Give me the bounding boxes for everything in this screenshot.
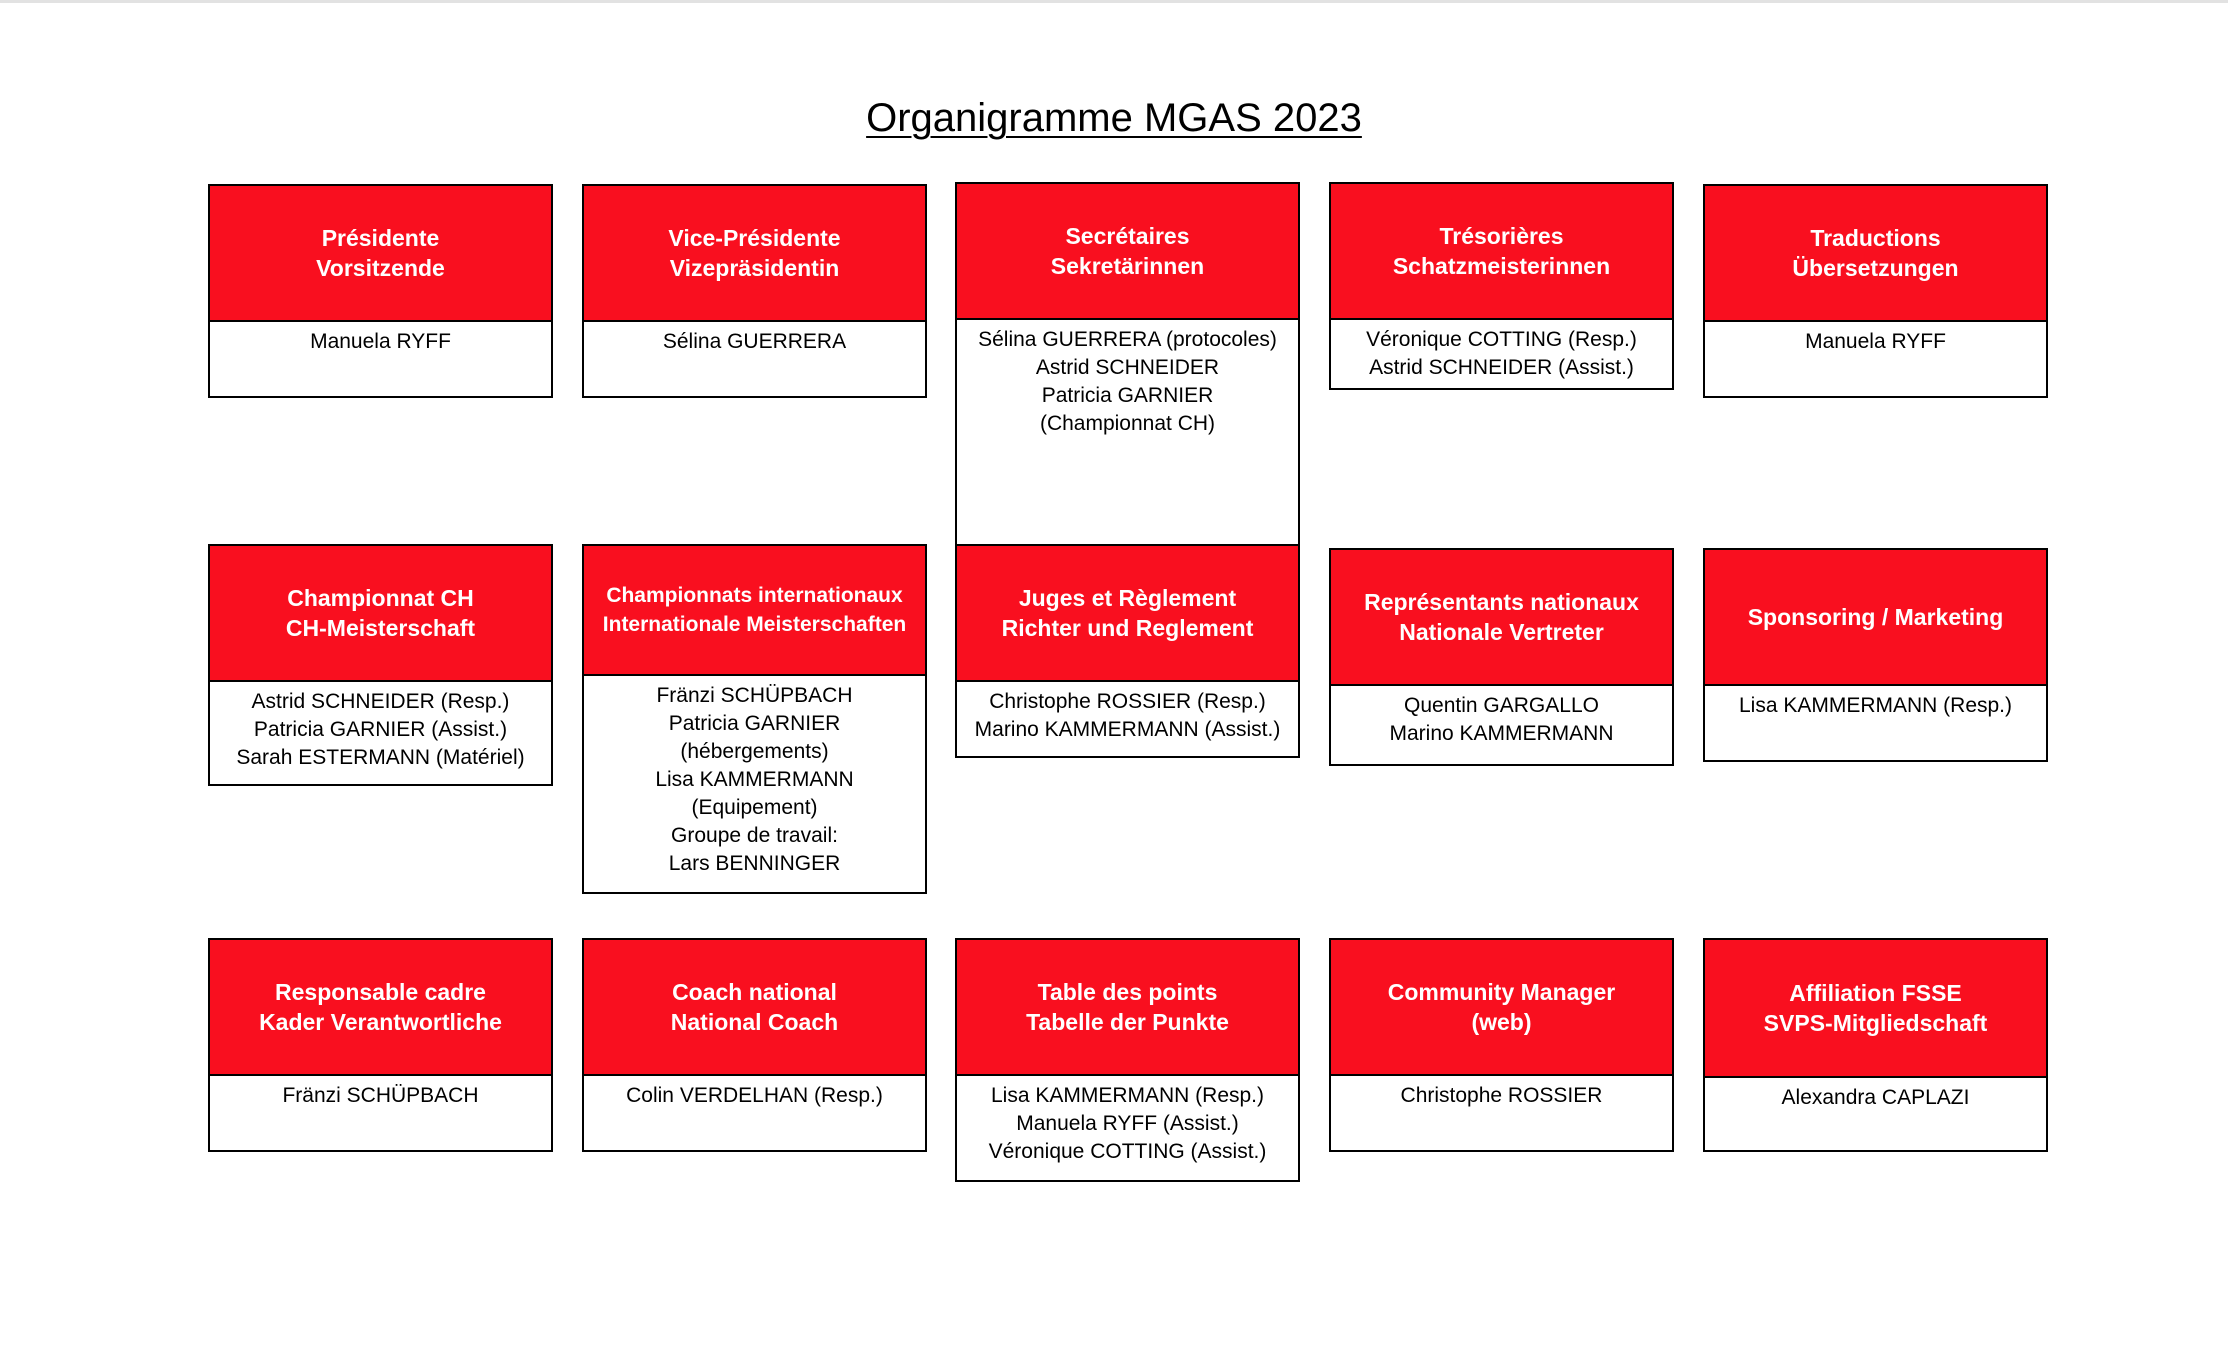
org-box-header — [584, 546, 925, 676]
role-title-line: Nationale Vertreter — [1399, 619, 1604, 645]
member-line: (Championnat CH) — [1039, 412, 1216, 435]
org-box-members — [957, 682, 1298, 756]
role-title-line: Juges et Règlement — [1018, 585, 1237, 611]
member-line: Lars BENNINGER — [668, 852, 841, 875]
role-title-line: Trésorières — [1439, 223, 1564, 249]
role-title-line: Affiliation FSSE — [1789, 980, 1962, 1006]
org-box — [582, 544, 927, 894]
org-box-members — [1331, 320, 1672, 388]
member-line: Quentin GARGALLO — [1404, 694, 1599, 717]
org-box-members — [210, 1076, 551, 1150]
org-box-header — [1331, 550, 1672, 686]
role-title-line: Community Manager — [1387, 979, 1616, 1005]
role-title-line: Sponsoring / Marketing — [1747, 604, 2004, 630]
member-line: Colin VERDELHAN (Resp.) — [626, 1084, 883, 1107]
org-box-header — [210, 186, 551, 322]
org-box-members — [584, 322, 925, 396]
member-line: Véronique COTTING (Assist.) — [988, 1140, 1267, 1163]
role-title-line: Kader Verantwortliche — [259, 1009, 502, 1035]
org-box-members — [1331, 1076, 1672, 1150]
org-box-header — [584, 186, 925, 322]
org-box-header — [210, 546, 551, 682]
role-title-line: Tabelle der Punkte — [1026, 1009, 1229, 1035]
role-title-line: Vorsitzende — [316, 255, 445, 281]
member-line: Groupe de travail: — [671, 824, 838, 847]
role-title-line: Coach national — [672, 979, 837, 1005]
role-title-line: National Coach — [670, 1009, 839, 1035]
org-box-header — [1331, 940, 1672, 1076]
member-line: Alexandra CAPLAZI — [1781, 1086, 1970, 1109]
org-box-members — [210, 682, 551, 784]
org-box-header — [957, 546, 1298, 682]
org-box — [1703, 938, 2048, 1152]
role-title-line: Richter und Reglement — [1001, 615, 1254, 641]
member-line: Lisa KAMMERMANN (Resp.) — [990, 1084, 1265, 1107]
member-line: Lisa KAMMERMANN (Resp.) — [1738, 694, 2013, 717]
member-line: Christophe ROSSIER (Resp.) — [989, 690, 1266, 713]
member-line: Marino KAMMERMANN — [1389, 722, 1614, 745]
org-box — [955, 938, 1300, 1182]
role-title-line: Schatzmeisterinnen — [1392, 253, 1611, 279]
member-line: Sélina GUERRERA — [662, 330, 847, 353]
org-box — [1703, 548, 2048, 762]
org-box-header — [1705, 186, 2046, 322]
role-title-line: Traductions — [1810, 225, 1941, 251]
member-line: Sélina GUERRERA (protocoles) — [978, 328, 1277, 351]
role-title-line: Internationale Meisterschaften — [602, 613, 907, 636]
member-line: Christophe ROSSIER — [1400, 1084, 1603, 1107]
role-title-line: Vizepräsidentin — [669, 255, 840, 281]
org-box-members — [1705, 322, 2046, 396]
org-box-members — [1331, 686, 1672, 764]
member-line: Lisa KAMMERMANN — [655, 768, 854, 791]
member-line: Fränzi SCHÜPBACH — [656, 684, 853, 707]
org-box-header — [1705, 550, 2046, 686]
top-divider — [0, 0, 2228, 3]
org-box-members — [584, 676, 925, 892]
role-title-line: Secrétaires — [1065, 223, 1190, 249]
member-line: Marino KAMMERMANN (Assist.) — [974, 718, 1281, 741]
role-title-line: Responsable cadre — [275, 979, 486, 1005]
member-line: Véronique COTTING (Resp.) — [1366, 328, 1637, 351]
member-line: (Equipement) — [691, 796, 818, 819]
org-box-header — [957, 940, 1298, 1076]
org-box — [1329, 548, 1674, 766]
member-line: Astrid SCHNEIDER — [1035, 356, 1220, 379]
org-box-members — [584, 1076, 925, 1150]
role-title-line: Championnat CH — [287, 585, 474, 611]
org-box-header — [1705, 940, 2046, 1078]
role-title-line: (web) — [1471, 1009, 1532, 1035]
org-box-members — [210, 322, 551, 396]
member-line: Patricia GARNIER — [668, 712, 841, 735]
org-box — [1329, 938, 1674, 1152]
member-line: Patricia GARNIER — [1041, 384, 1214, 407]
member-line: Astrid SCHNEIDER (Assist.) — [1369, 356, 1634, 379]
org-box-header — [584, 940, 925, 1076]
role-title-line: Championnats internationaux — [606, 584, 903, 607]
org-box — [582, 938, 927, 1152]
org-box-members — [1705, 686, 2046, 760]
role-title-line: SVPS-Mitgliedschaft — [1763, 1010, 1988, 1036]
role-title-line: Übersetzungen — [1792, 255, 1959, 281]
org-box — [208, 938, 553, 1152]
page-title: Organigramme MGAS 2023 — [866, 96, 1362, 140]
role-title-line: Vice-Présidente — [668, 225, 841, 251]
role-title-line: CH-Meisterschaft — [285, 615, 476, 641]
org-box-header — [1331, 184, 1672, 320]
org-box — [955, 182, 1300, 592]
org-box-members — [1705, 1078, 2046, 1150]
role-title-line: Sekretärinnen — [1050, 253, 1205, 279]
role-title-line: Présidente — [321, 225, 440, 251]
role-title-line: Table des points — [1037, 979, 1218, 1005]
member-line: Manuela RYFF — [310, 330, 451, 353]
member-line: Astrid SCHNEIDER (Resp.) — [251, 690, 510, 713]
member-line: Sarah ESTERMANN (Matériel) — [236, 746, 525, 769]
org-box — [1703, 184, 2048, 398]
org-box-header — [210, 940, 551, 1076]
member-line: Fränzi SCHÜPBACH — [282, 1084, 479, 1107]
role-title-line: Représentants nationaux — [1364, 589, 1639, 615]
org-box — [1329, 182, 1674, 390]
org-box-header — [957, 184, 1298, 320]
member-line: Patricia GARNIER (Assist.) — [253, 718, 508, 741]
org-box — [582, 184, 927, 398]
org-box — [208, 544, 553, 786]
member-line: Manuela RYFF (Assist.) — [1016, 1112, 1239, 1135]
org-box — [955, 544, 1300, 758]
org-box — [208, 184, 553, 398]
member-line: Manuela RYFF — [1805, 330, 1946, 353]
org-box-members — [957, 1076, 1298, 1180]
member-line: (hébergements) — [680, 740, 829, 763]
